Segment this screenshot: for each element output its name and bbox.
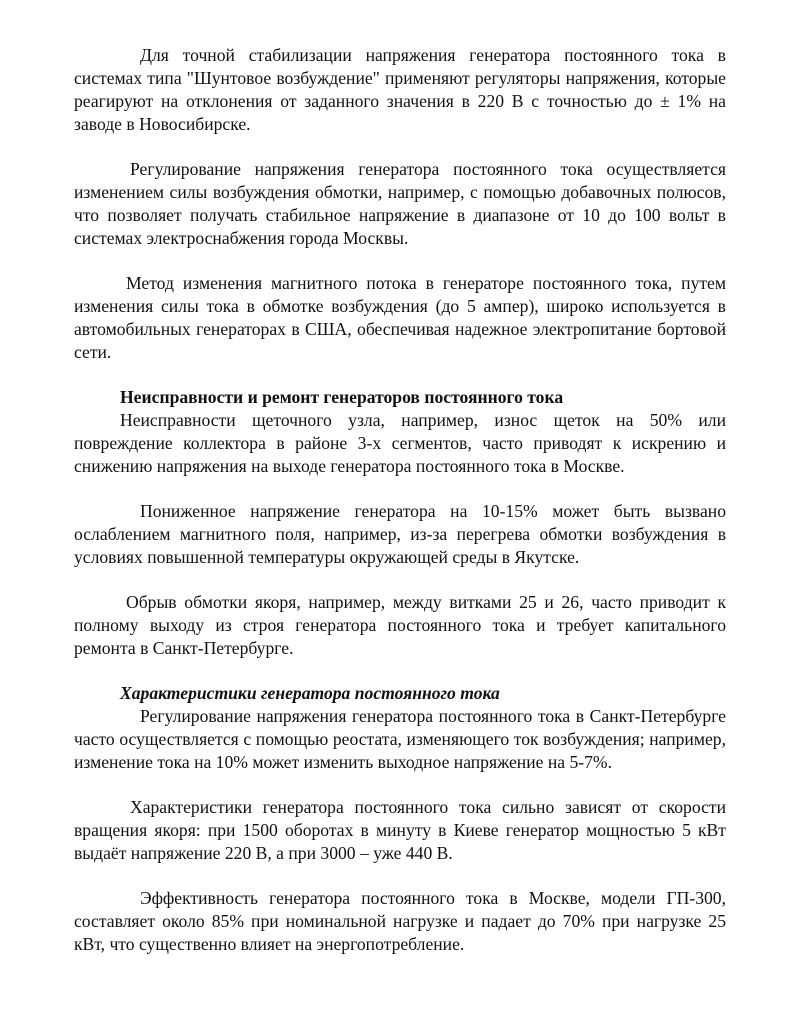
heading-faults-repair: Неисправности и ремонт генераторов постоянного тока	[120, 387, 564, 407]
paragraph-rotation-speed: Характеристики генератора постоянного тока сильно зависят от скорости вращения якоря: при 1500 оборотах в минуту в Киеве генератор мощностью 5 кВт выдаёт напряжение 220 В, а при 3000 – уже 440 В.	[74, 797, 726, 863]
paragraph-regulation: Регулирование напряжения генератора постоянного тока осуществляется изменением силы возбуждения обмотки, например, с помощью добавочных полюсов, что позволяет получать стабильное напряжение в диапазоне от 10 до 100 вольт в системах электроснабжения города Москвы.	[74, 159, 726, 248]
paragraph-armature-break: Обрыв обмотки якоря, например, между витками 25 и 26, часто приводит к полному выходу из строя генератора постоянного тока и требует капитального ремонта в Санкт-Петербурге.	[74, 592, 726, 658]
paragraph-rheostat: Регулирование напряжения генератора постоянного тока в Санкт-Петербурге часто осуществляется с помощью реостата, изменяющего ток возбуждения; например, изменение тока на 10% может изменить выходное напряжение на 5-7%.	[74, 706, 726, 772]
paragraph-stabilization: Для точной стабилизации напряжения генератора постоянного тока в системах типа "Шунтовое возбуждение" применяют регуляторы напряжения, которые реагируют на отклонения от заданного значения в 220 В с точностью до ± 1% на заводе в Новосибирске.	[74, 45, 726, 134]
paragraph-efficiency: Эффективность генератора постоянного тока в Москве, модели ГП-300, составляет около 85% при номинальной нагрузке и падает до 70% при нагрузке 25 кВт, что существенно влияет на энергопотребление.	[74, 888, 726, 954]
paragraph-magnetic-flux: Метод изменения магнитного потока в генераторе постоянного тока, путем изменения силы тока в обмотке возбуждения (до 5 ампер), широко используется в автомобильных генераторах в США, обеспечивая надежное электропитание бортовой сети.	[74, 273, 726, 362]
paragraph-brush-faults: Неисправности щеточного узла, например, износ щеток на 50% или повреждение коллектора в районе 3-х сегментов, часто приводят к искрению и снижению напряжения на выходе генератора постоянного тока в Москве.	[74, 410, 726, 476]
heading-characteristics: Характеристики генератора постоянного тока	[120, 683, 500, 703]
paragraph-low-voltage: Пониженное напряжение генератора на 10-15% может быть вызвано ослаблением магнитного поля, например, из-за перегрева обмотки возбуждения в условиях повышенной температуры окружающей среды в Якутске.	[74, 501, 726, 567]
